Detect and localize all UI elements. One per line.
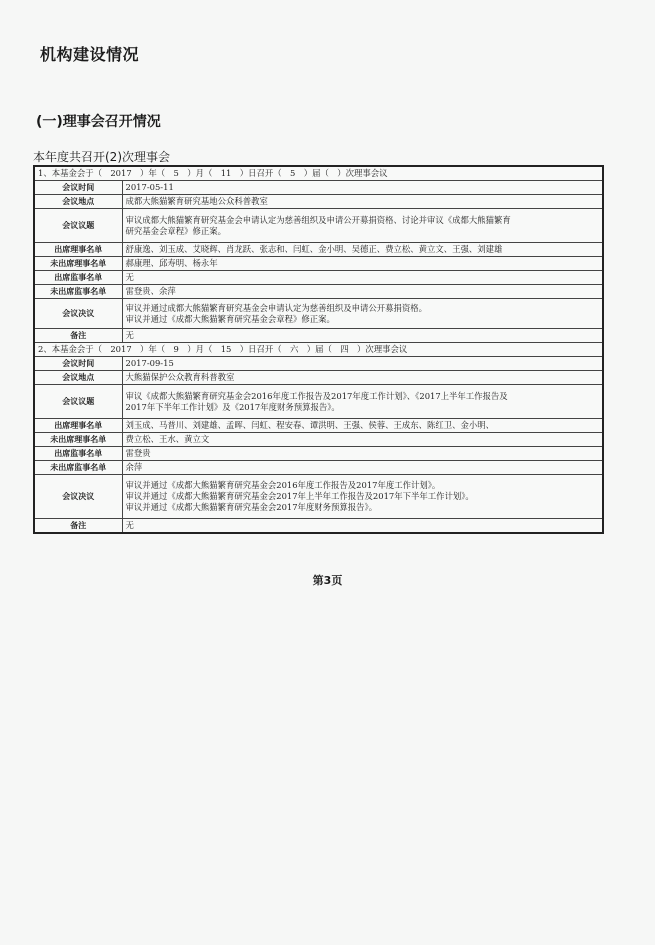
label-place: 会议地点	[34, 371, 122, 385]
label-resolutions: 会议决议	[34, 299, 122, 329]
meeting-topics	[122, 209, 603, 243]
meeting-resolutions	[122, 475, 603, 519]
table-row	[34, 371, 603, 385]
label-present-supervisors: 出席监事名单	[34, 447, 122, 461]
meeting-remarks: 无	[122, 519, 603, 534]
label-time: 会议时间	[34, 357, 122, 371]
label-topics: 会议议题	[34, 385, 122, 419]
meeting-count-summary: 本年度共召开(2)次理事会	[33, 150, 170, 164]
present-supervisors: 无	[122, 271, 603, 285]
resolution-line: 审议并通过《成都大熊猫繁育研究基金会2016年度工作报告及2017年度工作计划》。	[125, 480, 441, 490]
meeting-place: 成都大熊猫繁育研究基地公众科普教室	[122, 195, 603, 209]
present-supervisors: 雷登贵	[122, 447, 603, 461]
resolution-line: 审议并通过成都大熊猫繁育研究基金会申请认定为慈善组织及申请公开募捐资格。	[125, 302, 427, 313]
meeting-header: 1、本基金会于（ 2017 ）年（ 5 ）月（ 11 ）日召开（ 5 ）届（ ）次理事会议	[34, 166, 603, 181]
meeting-place: 大熊猫保护公众教育科普教室	[122, 371, 603, 385]
resolution-line: 审议并通过《成都大熊猫繁育研究基金会章程》修正案。	[125, 313, 335, 324]
table-row	[34, 433, 603, 447]
meeting-resolutions	[122, 299, 603, 329]
meeting-time: 2017-09-15	[122, 357, 603, 371]
meeting-header-row	[34, 166, 603, 181]
table-row	[34, 209, 603, 243]
table-row	[34, 285, 603, 299]
label-remarks: 备注	[34, 519, 122, 534]
meeting-header-row	[34, 343, 603, 357]
present-directors: 舒康逸、刘玉成、艾晓辉、肖龙跃、张志和、闫虹、金小明、吴德正、费立松、黄立文、王强、刘建雄	[122, 243, 603, 257]
table-row	[34, 461, 603, 475]
board-meeting-table	[33, 165, 604, 534]
label-absent-supervisors: 未出席监事名单	[34, 461, 122, 475]
table-row	[34, 329, 603, 343]
topic-line: 研究基金会章程》修正案。	[125, 225, 226, 236]
label-present-directors: 出席理事名单	[34, 243, 122, 257]
absent-supervisors: 余萍	[122, 461, 603, 475]
table-row	[34, 419, 603, 433]
topic-line: 2017年下半年工作计划》及《2017年度财务预算报告》。	[125, 401, 340, 412]
table-row	[34, 357, 603, 371]
table-row	[34, 243, 603, 257]
label-place: 会议地点	[34, 195, 122, 209]
table-row	[34, 475, 603, 519]
label-absent-directors: 未出席理事名单	[34, 433, 122, 447]
table-row	[34, 299, 603, 329]
label-remarks: 备注	[34, 329, 122, 343]
meeting-topics	[122, 385, 603, 419]
section-title: (一)理事会召开情况	[36, 114, 161, 130]
topic-line: 审议《成都大熊猫繁育研究基金会2016年度工作报告及2017年度工作计划》、《2017上半年工作报告及	[125, 390, 508, 401]
resolution-line: 审议并通过《成都大熊猫繁育研究基金会2017年上半年工作报告及2017年下半年工作计划》。	[125, 491, 474, 501]
page-number: 第3页	[312, 574, 343, 587]
table-row	[34, 195, 603, 209]
label-time: 会议时间	[34, 181, 122, 195]
topic-line: 审议成都大熊猫繁育研究基金会申请认定为慈善组织及申请公开募捐资格、讨论并审议《成都大熊猫繁育	[125, 214, 511, 225]
label-topics: 会议议题	[34, 209, 122, 243]
label-absent-directors: 未出席理事名单	[34, 257, 122, 271]
label-present-supervisors: 出席监事名单	[34, 271, 122, 285]
table-row	[34, 447, 603, 461]
table-row	[34, 519, 603, 534]
table-row	[34, 257, 603, 271]
absent-directors: 郝康理、邱寿明、杨永年	[122, 257, 603, 271]
meeting-remarks: 无	[122, 329, 603, 343]
label-resolutions: 会议决议	[34, 475, 122, 519]
absent-directors: 费立松、王水、黄立文	[122, 433, 603, 447]
absent-supervisors: 雷登贵、余萍	[122, 285, 603, 299]
label-present-directors: 出席理事名单	[34, 419, 122, 433]
table-row	[34, 385, 603, 419]
table-row	[34, 271, 603, 285]
label-absent-supervisors: 未出席监事名单	[34, 285, 122, 299]
resolution-line: 审议并通过《成都大熊猫繁育研究基金会2017年度财务预算报告》。	[125, 502, 378, 512]
meeting-header: 2、本基金会于（ 2017 ）年（ 9 ）月（ 15 ）日召开（ 六 ）届（ 四 ）次理事会议	[34, 343, 603, 357]
present-directors: 刘玉成、马普川、刘建雄、孟晖、闫虹、程安春、谭洪明、王强、侯蓉、王成东、陈红卫、金小明、	[122, 419, 603, 433]
page-title: 机构建设情况	[40, 45, 140, 64]
table-row	[34, 181, 603, 195]
meeting-time: 2017-05-11	[122, 181, 603, 195]
